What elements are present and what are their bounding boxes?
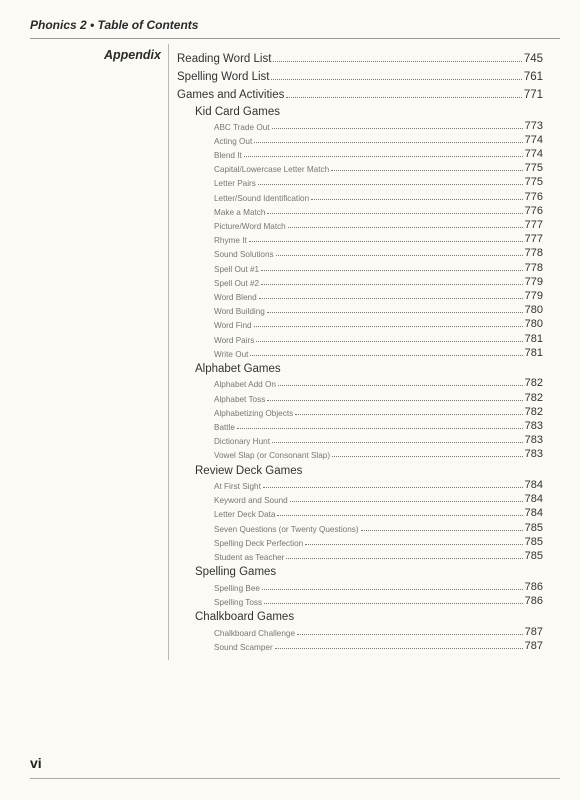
toc-page-number: 771 bbox=[523, 89, 543, 101]
toc-entry-label: Letter/Sound Identification bbox=[214, 193, 310, 203]
toc-subentry bbox=[177, 174, 543, 188]
toc-entry-label: Games and Activities bbox=[177, 89, 285, 101]
toc-page-number: 774 bbox=[524, 148, 543, 161]
toc-subentry bbox=[177, 578, 543, 592]
dot-leader bbox=[259, 297, 523, 299]
toc-subentry bbox=[177, 534, 543, 548]
toc-subentry bbox=[177, 188, 543, 202]
toc-entry-label: Word Find bbox=[214, 321, 252, 331]
toc-subentry bbox=[177, 245, 543, 259]
toc-entry-label: Rhyme It bbox=[214, 236, 247, 246]
toc-subentry bbox=[177, 345, 543, 359]
toc-entry-label: Alphabet Add On bbox=[214, 380, 276, 390]
toc-entry-label: Acting Out bbox=[214, 136, 253, 146]
toc-subentry bbox=[177, 446, 543, 460]
toc-page-number: 786 bbox=[524, 580, 543, 593]
toc-entry-label: Seven Questions (or Twenty Questions) bbox=[214, 524, 359, 534]
dot-leader bbox=[267, 212, 522, 214]
toc-page-number: 784 bbox=[524, 493, 543, 506]
toc-entry-label: Word Pairs bbox=[214, 335, 255, 345]
toc-entry-label: Word Building bbox=[214, 307, 265, 317]
toc-entry-label: Keyword and Sound bbox=[214, 496, 288, 506]
toc-subentry bbox=[177, 316, 543, 330]
toc-entry-label: Sound Scamper bbox=[214, 642, 273, 652]
dot-leader bbox=[254, 141, 522, 143]
toc-page-number: 782 bbox=[524, 405, 543, 418]
toc-page-number: 773 bbox=[524, 119, 543, 132]
toc-subentry bbox=[177, 288, 543, 302]
toc-page-number: 781 bbox=[524, 332, 543, 345]
dot-leader bbox=[256, 340, 522, 342]
dot-leader bbox=[288, 226, 523, 228]
toc-subentry bbox=[177, 491, 543, 505]
toc-subentry bbox=[177, 203, 543, 217]
dot-leader bbox=[332, 455, 523, 457]
toc-page-number: 775 bbox=[524, 176, 543, 189]
toc-subentry bbox=[177, 118, 543, 132]
toc-page-number: 781 bbox=[524, 346, 543, 359]
toc-entry bbox=[177, 47, 543, 65]
toc-page-number: 787 bbox=[524, 639, 543, 652]
toc-entry-label: Spell Out #1 bbox=[214, 264, 260, 274]
toc-entry-label: Spelling Games bbox=[195, 566, 277, 579]
toc-entry-label: Letter Pairs bbox=[214, 179, 256, 189]
toc-entry-label: ABC Trade Out bbox=[214, 122, 270, 132]
table-of-contents bbox=[177, 47, 543, 652]
footer-divider bbox=[30, 778, 560, 779]
toc-page-number: 777 bbox=[524, 219, 543, 231]
dot-leader bbox=[263, 486, 523, 488]
toc-entry-label: Spelling Deck Perfection bbox=[214, 538, 304, 548]
toc-page-number: 785 bbox=[524, 535, 543, 548]
toc-page-number: 783 bbox=[524, 434, 543, 447]
dot-leader bbox=[267, 399, 522, 401]
toc-subentry bbox=[177, 432, 543, 446]
toc-page-number: 745 bbox=[523, 53, 543, 65]
toc-subentry bbox=[177, 146, 543, 160]
dot-leader bbox=[275, 647, 523, 649]
dot-leader bbox=[286, 557, 522, 559]
toc-subentry bbox=[177, 259, 543, 273]
toc-entry-label: Student as Teacher bbox=[214, 552, 285, 562]
toc-page-number: 782 bbox=[524, 377, 543, 390]
dot-leader bbox=[361, 529, 523, 531]
toc-page-number: 786 bbox=[524, 594, 543, 607]
toc-subheading bbox=[177, 562, 543, 579]
dot-leader bbox=[305, 543, 522, 545]
toc-entry-label: Spell Out #2 bbox=[214, 278, 260, 288]
toc-page-number: 776 bbox=[524, 190, 543, 203]
toc-page-number: 782 bbox=[524, 391, 543, 404]
toc-page-number: 777 bbox=[524, 233, 543, 246]
section-label: Appendix bbox=[104, 48, 161, 62]
dot-leader bbox=[261, 269, 523, 271]
dot-leader bbox=[264, 602, 523, 604]
toc-entry-label: Word Blend bbox=[214, 292, 257, 302]
toc-page-number: 780 bbox=[524, 318, 543, 331]
dot-leader bbox=[311, 198, 523, 200]
toc-subheading bbox=[177, 607, 543, 624]
toc-subentry bbox=[177, 418, 543, 432]
dot-leader bbox=[273, 60, 521, 62]
toc-subentry bbox=[177, 302, 543, 316]
toc-page-number: 784 bbox=[524, 507, 543, 520]
toc-entry-label: Alphabet Games bbox=[195, 363, 281, 376]
toc-subentry bbox=[177, 638, 543, 652]
toc-subentry bbox=[177, 375, 543, 389]
toc-page-number: 761 bbox=[523, 71, 543, 83]
dot-leader bbox=[250, 354, 522, 356]
toc-subentry bbox=[177, 623, 543, 637]
toc-entry-label: Kid Card Games bbox=[195, 105, 281, 118]
page-header-title: Phonics 2 • Table of Contents bbox=[30, 18, 199, 32]
toc-entry-label: Alphabetizing Objects bbox=[214, 408, 294, 418]
dot-leader bbox=[262, 588, 523, 590]
toc-page-number: 779 bbox=[524, 289, 543, 302]
toc-subentry bbox=[177, 404, 543, 418]
toc-entry-label: Dictionary Hunt bbox=[214, 437, 270, 447]
dot-leader bbox=[290, 500, 523, 502]
toc-entry-label: Blend It bbox=[214, 151, 242, 161]
toc-entry-label: Review Deck Games bbox=[195, 464, 303, 477]
toc-entry-label: Chalkboard Challenge bbox=[214, 628, 296, 638]
toc-subheading bbox=[177, 101, 543, 118]
dot-leader bbox=[331, 169, 523, 171]
dot-leader bbox=[261, 283, 523, 285]
toc-subheading bbox=[177, 460, 543, 477]
toc-subentry bbox=[177, 593, 543, 607]
dot-leader bbox=[237, 427, 523, 429]
toc-entry-label: Sound Solutions bbox=[214, 250, 274, 260]
dot-leader bbox=[297, 633, 523, 635]
toc-entry-label: Letter Deck Data bbox=[214, 510, 276, 520]
dot-leader bbox=[278, 384, 523, 386]
dot-leader bbox=[277, 514, 522, 516]
dot-leader bbox=[272, 441, 523, 443]
dot-leader bbox=[254, 325, 523, 327]
toc-entry-label: Spelling Toss bbox=[214, 597, 263, 607]
toc-entry-label: Spelling Word List bbox=[177, 71, 270, 83]
dot-leader bbox=[249, 240, 523, 242]
toc-subentry bbox=[177, 389, 543, 403]
toc-page-number: 779 bbox=[524, 275, 543, 288]
toc-subentry bbox=[177, 132, 543, 146]
toc-page-number: 776 bbox=[524, 204, 543, 217]
toc-entry-label: Vowel Slap (or Consonant Slap) bbox=[214, 451, 331, 461]
toc-subentry bbox=[177, 505, 543, 519]
dot-leader bbox=[267, 311, 523, 313]
toc-page-number: 783 bbox=[524, 448, 543, 461]
dot-leader bbox=[244, 155, 523, 157]
toc-subentry bbox=[177, 519, 543, 533]
toc-page-number: 778 bbox=[524, 247, 543, 260]
vertical-divider bbox=[168, 44, 169, 660]
toc-subentry bbox=[177, 477, 543, 491]
header-divider bbox=[30, 38, 560, 39]
toc-entry bbox=[177, 83, 543, 101]
toc-page-number: 780 bbox=[524, 304, 543, 317]
toc-entry-label: Capital/Lowercase Letter Match bbox=[214, 165, 330, 175]
toc-entry-label: Spelling Bee bbox=[214, 583, 260, 593]
toc-subheading bbox=[177, 359, 543, 376]
toc-entry-label: Reading Word List bbox=[177, 53, 272, 65]
toc-page-number: 785 bbox=[524, 549, 543, 562]
toc-page-number: 775 bbox=[524, 162, 543, 175]
toc-subentry bbox=[177, 548, 543, 562]
toc-page-number: 774 bbox=[524, 133, 543, 146]
toc-subentry bbox=[177, 274, 543, 288]
dot-leader bbox=[295, 413, 522, 415]
dot-leader bbox=[272, 127, 523, 129]
toc-page-number: 785 bbox=[524, 521, 543, 534]
toc-subentry bbox=[177, 330, 543, 344]
page-number: vi bbox=[30, 755, 42, 771]
toc-page-number: 784 bbox=[524, 479, 543, 491]
toc-entry-label: Make a Match bbox=[214, 207, 266, 217]
toc-entry-label: Write Out bbox=[214, 349, 249, 359]
dot-leader bbox=[276, 254, 523, 256]
toc-page-number: 778 bbox=[524, 261, 543, 274]
toc-entry-label: Chalkboard Games bbox=[195, 611, 295, 624]
toc-subentry bbox=[177, 217, 543, 231]
toc-subentry bbox=[177, 160, 543, 174]
toc-entry-label: At First Sight bbox=[214, 482, 261, 491]
toc-subentry bbox=[177, 231, 543, 245]
dot-leader bbox=[286, 96, 521, 98]
dot-leader bbox=[258, 183, 523, 185]
toc-page-number: 783 bbox=[524, 419, 543, 432]
toc-entry bbox=[177, 65, 543, 83]
dot-leader bbox=[271, 78, 521, 80]
toc-page-number: 787 bbox=[524, 625, 543, 638]
toc-entry-label: Alphabet Toss bbox=[214, 394, 266, 404]
toc-entry-label: Battle bbox=[214, 422, 235, 432]
toc-entry-label: Picture/Word Match bbox=[214, 222, 286, 231]
